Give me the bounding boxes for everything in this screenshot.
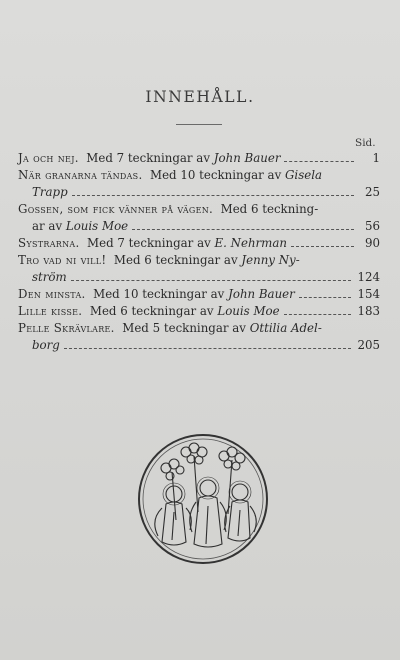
illustrator-name: Jenny Ny- [241, 253, 300, 267]
illustrator-name: Ottilia Adel- [249, 321, 322, 335]
entry-description: Med 5 teckningar av [122, 321, 246, 335]
leader-dots [284, 314, 352, 315]
entry-description: Med 6 teckningar av [113, 253, 238, 267]
story-title: Ja och nej. [18, 151, 79, 165]
title-divider [176, 124, 222, 125]
entry-description: Med 6 teckningar av [89, 304, 214, 318]
story-title: Gossen, som fick vänner på vägen. [18, 202, 214, 216]
page-number: 25 [364, 185, 380, 199]
illustrator-name-cont: Trapp [32, 185, 68, 199]
story-title: Den minsta. [18, 287, 86, 301]
toc-entry [18, 303, 380, 320]
page-number: 56 [364, 219, 380, 233]
page-number: 124 [357, 270, 380, 284]
page-column-header: Sid. [355, 137, 376, 149]
leader-dots [71, 280, 352, 281]
entry-description: Med 6 teckning- [220, 202, 319, 216]
leader-dots [72, 195, 354, 196]
entry-description-cont: ar av [32, 219, 63, 233]
story-title: När granarna tändas. [18, 168, 143, 182]
toc-entry [18, 252, 380, 286]
page-number: 205 [357, 338, 380, 352]
toc-entry [18, 235, 380, 252]
page-title: INNEHÅLL. [145, 88, 255, 106]
illustrator-name: John Bauer [213, 151, 281, 165]
entry-description: Med 10 teckningar av [93, 287, 225, 301]
page-number: 90 [364, 236, 380, 250]
table-of-contents [18, 150, 380, 354]
page-number: 183 [357, 304, 380, 318]
toc-entry [18, 167, 380, 201]
leader-dots [284, 161, 354, 162]
illustrator-name: John Bauer [228, 287, 295, 301]
story-title: Tro vad ni vill! [18, 253, 107, 267]
illustrator-name: Louis Moe [65, 219, 129, 233]
page-number: 154 [357, 287, 380, 301]
story-title: Pelle Skrävlare. [18, 321, 115, 335]
entry-description: Med 7 teckningar av [86, 151, 211, 165]
illustrator-name-cont: borg [32, 338, 60, 352]
leader-dots [291, 246, 354, 247]
story-title: Lille kisse. [18, 304, 83, 318]
toc-entry [18, 286, 380, 303]
page-number: 1 [372, 151, 380, 165]
illustrator-name-cont: ström [32, 270, 67, 284]
illustrator-name: E. Nehrman [214, 236, 288, 250]
entry-description: Med 10 teckningar av [150, 168, 282, 182]
leader-dots [299, 297, 352, 298]
leader-dots [64, 348, 352, 349]
story-title: Systrarna. [18, 236, 80, 250]
angels-with-flowers-medallion-icon [136, 432, 270, 566]
toc-entry [18, 320, 380, 354]
entry-description: Med 7 teckningar av [87, 236, 211, 250]
toc-entry [18, 150, 380, 167]
toc-entry [18, 201, 380, 235]
illustrator-name: Louis Moe [217, 304, 280, 318]
leader-dots [132, 229, 354, 230]
illustrator-name: Gisela [285, 168, 323, 182]
